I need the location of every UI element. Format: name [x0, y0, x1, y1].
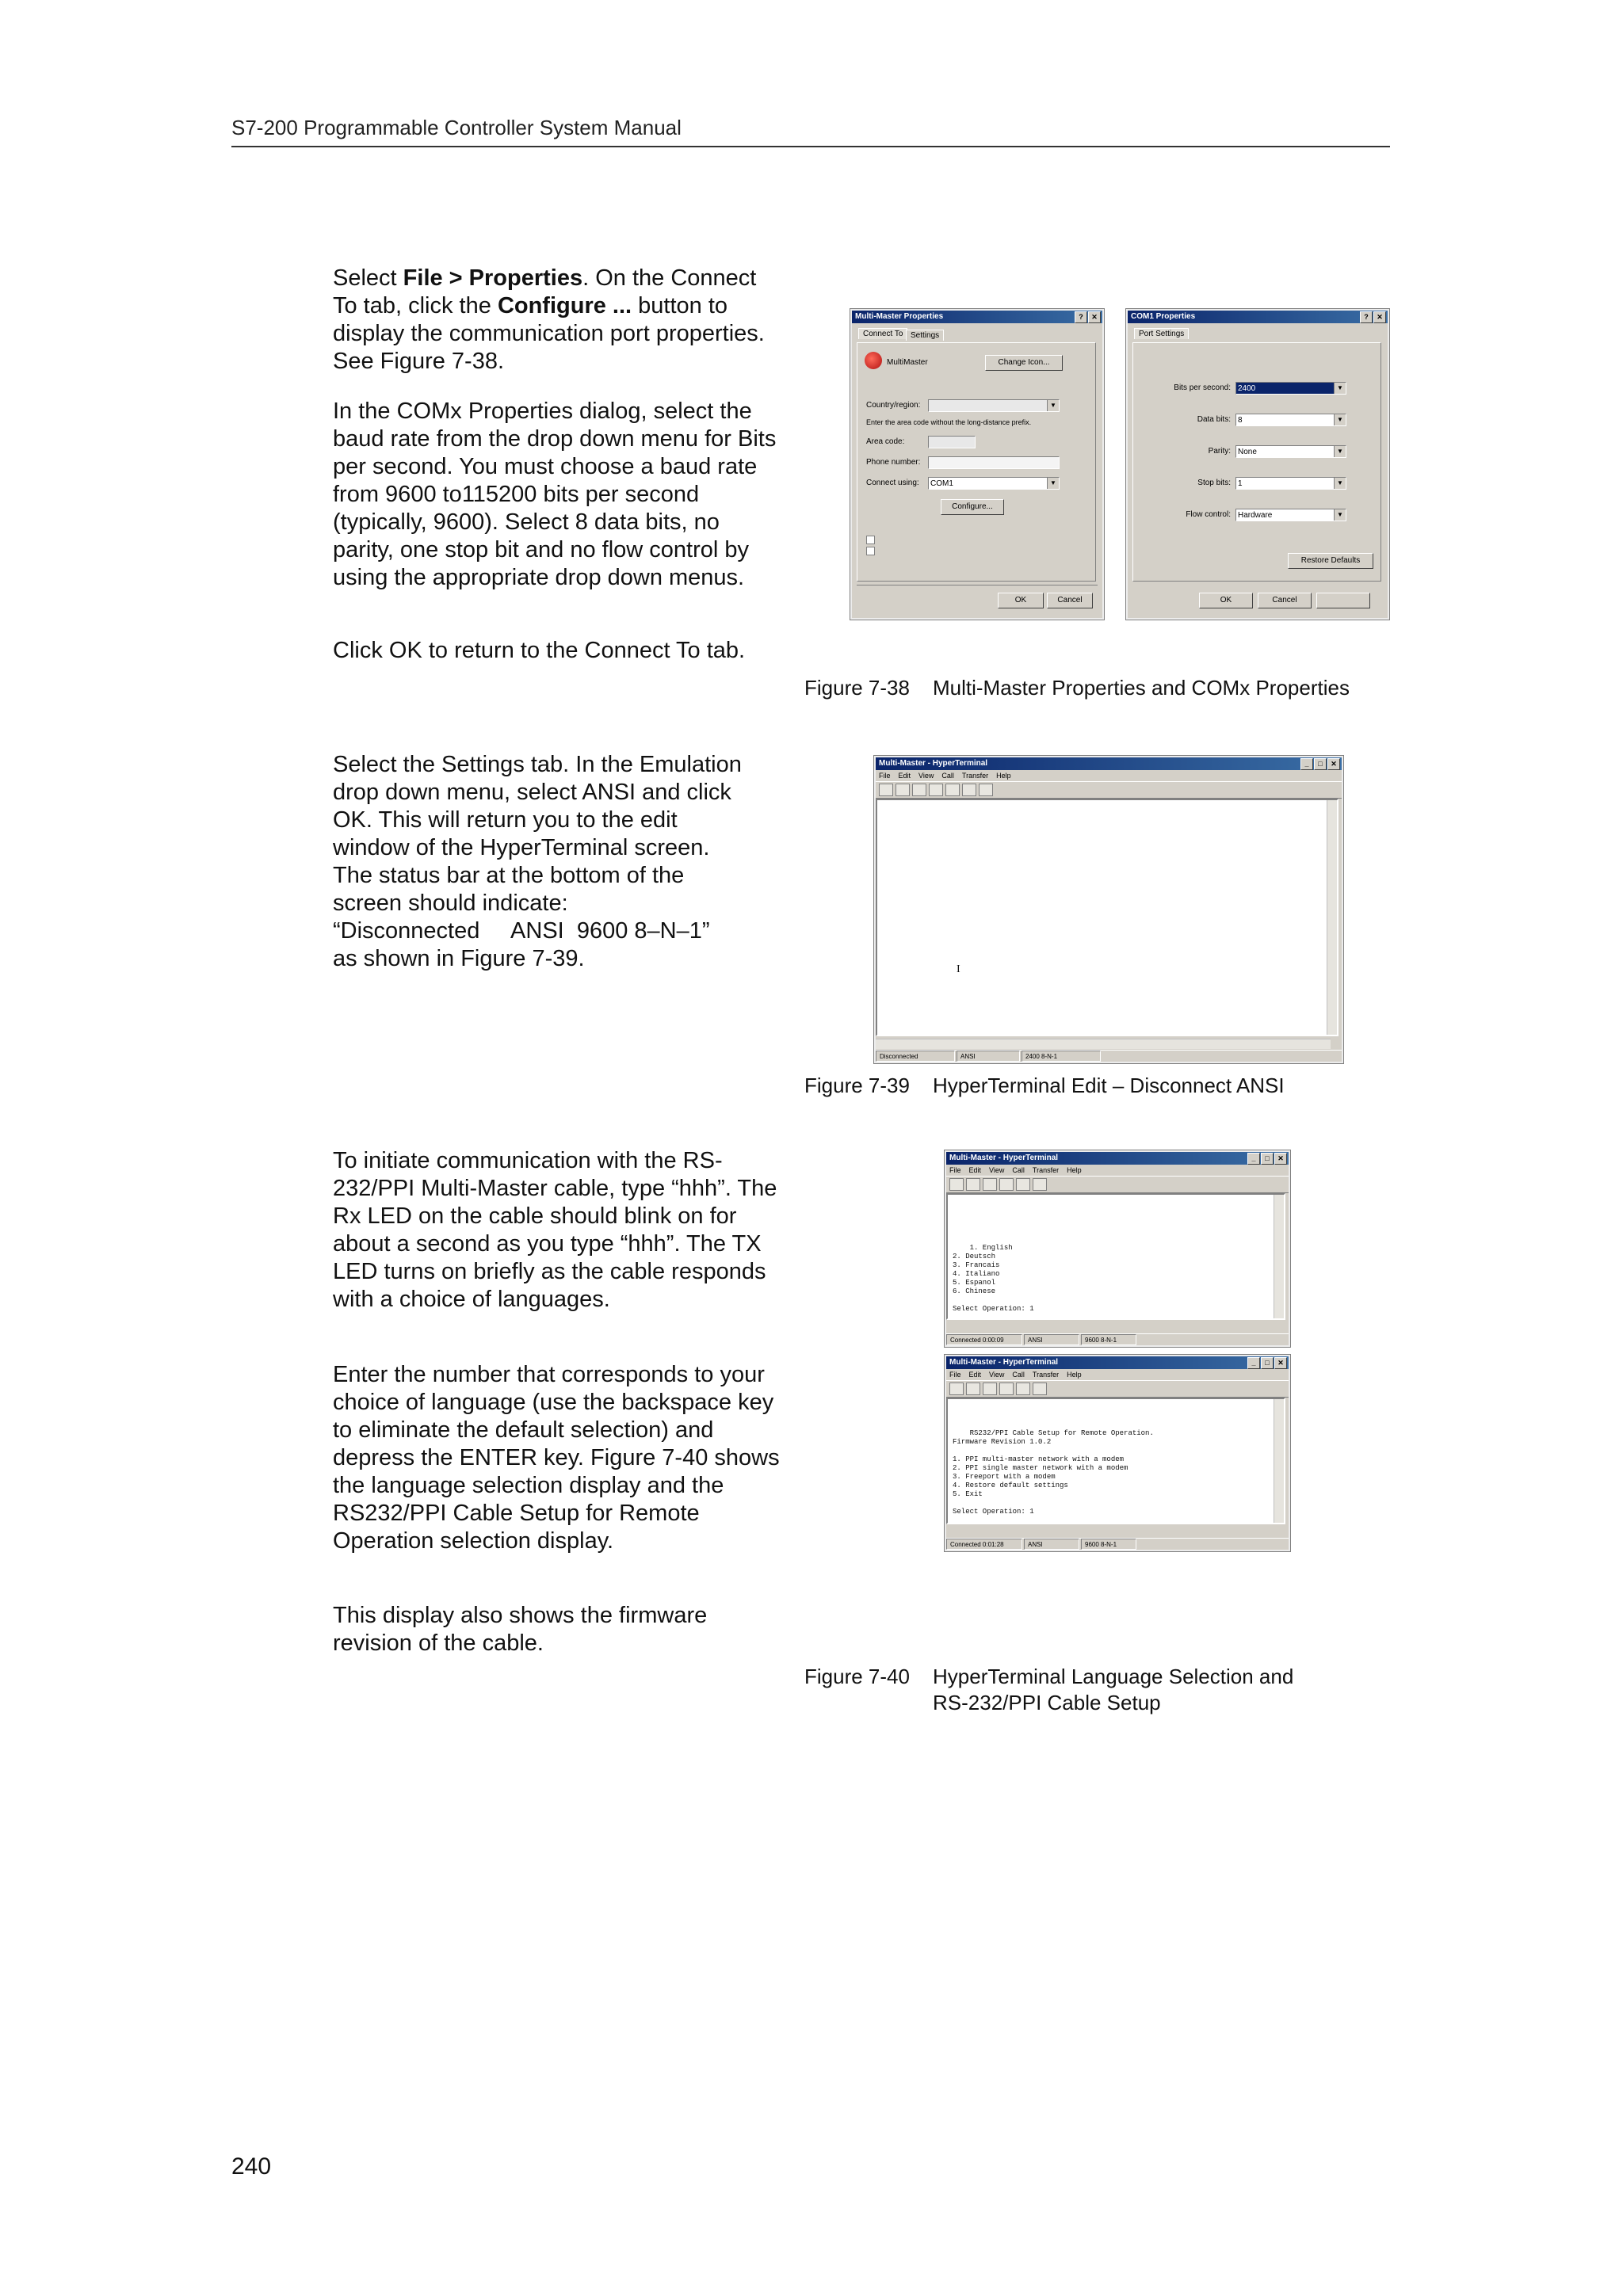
menu-view[interactable]: View [989, 1371, 1005, 1379]
apply-button [1316, 593, 1370, 608]
help-icon[interactable]: ? [1360, 311, 1373, 323]
phone-number-label: Phone number: [866, 458, 921, 467]
chevron-down-icon: ▼ [1334, 478, 1346, 489]
open-icon[interactable] [966, 1383, 980, 1395]
section1-paragraph-3: Click OK to return to the Connect To tab. [333, 638, 746, 663]
menu-bar [946, 1165, 1289, 1176]
area-code-label: Area code: [866, 437, 905, 446]
text-cursor: I [957, 963, 960, 975]
flow-control-label: Flow control: [1186, 510, 1231, 519]
menu-help[interactable]: Help [1067, 1166, 1082, 1174]
properties-icon[interactable] [979, 784, 993, 796]
chevron-down-icon: ▼ [1334, 383, 1346, 394]
minimize-icon[interactable]: _ [1300, 758, 1313, 770]
chevron-down-icon: ▼ [1334, 414, 1346, 425]
menu-transfer[interactable]: Transfer [1032, 1166, 1060, 1174]
chevron-down-icon: ▼ [1047, 400, 1059, 411]
receive-icon[interactable] [962, 784, 976, 796]
running-header: S7-200 Programmable Controller System Manual [231, 116, 682, 139]
menu-transfer[interactable]: Transfer [1032, 1371, 1060, 1379]
stop-bits-label: Stop bits: [1197, 479, 1231, 487]
new-icon[interactable] [879, 784, 893, 796]
close-icon[interactable]: ✕ [1274, 1153, 1287, 1165]
status-bar: Connected 0:01:28 ANSI 9600 8-N-1 [946, 1538, 1289, 1550]
multi-master-properties-dialog [850, 309, 1104, 620]
tab-port-settings[interactable]: Port Settings [1134, 328, 1189, 339]
connect-icon[interactable] [912, 784, 926, 796]
maximize-icon[interactable]: □ [1314, 758, 1327, 770]
terminal-area[interactable] [876, 799, 1338, 1036]
send-icon[interactable] [1016, 1383, 1030, 1395]
menu-edit[interactable]: Edit [968, 1371, 982, 1379]
menu-call[interactable]: Call [941, 772, 954, 780]
toolbar [946, 1380, 1289, 1398]
open-icon[interactable] [966, 1178, 980, 1191]
hyperterminal-window [874, 756, 1343, 1063]
minimize-icon[interactable]: _ [1247, 1357, 1260, 1369]
area-code-hint: Enter the area code without the long-distance prefix. [866, 418, 1032, 426]
menu-view[interactable]: View [989, 1166, 1005, 1174]
new-icon[interactable] [949, 1178, 964, 1191]
vertical-scrollbar[interactable] [1274, 1399, 1284, 1523]
ht2-titlebar: Multi-Master - HyperTerminal _ □ ✕ [946, 1356, 1289, 1369]
terminal-text: 1. English 2. Deutsch 3. Francais 4. Italiano 5. Espanol 6. Chinese Select Operation: 1 [953, 1244, 1034, 1313]
section3-paragraph-1: To initiate communication with the RS-232/PPI Multi-Master cable, type “hhh”. The Rx LED on the cable should blink on for about a second as you type “hhh”. The TX LED turns on briefly as the cable responds with a choice of languages. [333, 1148, 777, 1312]
status-bar: Disconnected ANSI 2400 8-N-1 [876, 1050, 1342, 1062]
hyperterminal-cable-setup-window [945, 1355, 1290, 1551]
section1-paragraph-2: In the COMx Properties dialog, select the baud rate from the drop down menu for Bits per second. You must choose a baud rate from 9600 to115200 bits per second (typically, 9600). Select 8 data bits, no parity, one stop bit and no flow control by using the appropriate drop down menus. [333, 399, 777, 590]
connect-icon[interactable] [983, 1178, 997, 1191]
vertical-scrollbar[interactable] [1327, 800, 1337, 1035]
close-icon[interactable]: ✕ [1088, 311, 1101, 323]
configure-button[interactable]: Configure... [941, 499, 1004, 515]
chevron-down-icon: ▼ [1047, 478, 1059, 489]
cancel-button[interactable]: Cancel [1258, 593, 1312, 608]
terminal-area[interactable] [946, 1398, 1285, 1524]
bits-per-second-label: Bits per second: [1174, 383, 1231, 392]
hyperterminal-language-window [945, 1150, 1290, 1347]
section3-paragraph-2: Enter the number that corresponds to your choice of language (use the backspace key to eliminate the default selection) and depress the ENTER key. Figure 7-40 shows the language selection display and the RS232/PPI Cable Setup for Remote Operation selection display. [333, 1362, 780, 1554]
menu-call[interactable]: Call [1012, 1166, 1025, 1174]
page-number: 240 [231, 2153, 272, 2180]
flow-control-select[interactable]: Hardware ▼ [1235, 509, 1346, 521]
close-icon[interactable]: ✕ [1373, 311, 1386, 323]
parity-label: Parity: [1208, 447, 1231, 456]
menu-edit[interactable]: Edit [968, 1166, 982, 1174]
mm-titlebar: Multi-Master Properties ? ✕ [852, 311, 1102, 323]
figure-7-40-caption: Figure 7-40 HyperTerminal Language Selection and RS-232/PPI Cable Setup [804, 1665, 1294, 1714]
menu-help[interactable]: Help [1067, 1371, 1082, 1379]
country-select[interactable] [928, 399, 1060, 412]
figure-7-38-caption: Figure 7-38 Multi-Master Properties and COMx Properties [804, 676, 1350, 700]
checkbox-country-code[interactable] [866, 536, 875, 544]
ht1-titlebar: Multi-Master - HyperTerminal _ □ ✕ [946, 1152, 1289, 1165]
connection-name: MultiMaster [887, 358, 928, 367]
receive-icon[interactable] [1033, 1383, 1047, 1395]
disconnect-icon[interactable] [929, 784, 943, 796]
section2-paragraph: Select the Settings tab. In the Emulation drop down menu, select ANSI and click OK. This will return you to the edit window of the HyperTerminal screen. The status bar at the bottom of the screen should indicate: “Disconnected ANSI 9600 8–N–1” as shown in Figure 7-39. [333, 752, 742, 971]
data-bits-label: Data bits: [1197, 415, 1231, 424]
chevron-down-icon: ▼ [1334, 446, 1346, 457]
minimize-icon[interactable]: _ [1247, 1153, 1260, 1165]
bits-per-second-select[interactable]: 2400 ▼ [1235, 382, 1346, 395]
menu-transfer[interactable]: Transfer [961, 772, 989, 780]
area-code-input[interactable] [928, 436, 976, 448]
change-icon-button[interactable]: Change Icon... [985, 355, 1063, 371]
figure-7-39-caption: Figure 7-39 HyperTerminal Edit – Disconnect ANSI [804, 1074, 1285, 1097]
connect-using-label: Connect using: [866, 479, 919, 487]
parity-select[interactable]: None ▼ [1235, 445, 1346, 458]
maximize-icon[interactable]: □ [1261, 1153, 1274, 1165]
stop-bits-select[interactable]: 1 ▼ [1235, 477, 1346, 490]
close-icon[interactable]: ✕ [1274, 1357, 1287, 1369]
chevron-down-icon: ▼ [1334, 509, 1346, 521]
menu-file[interactable]: File [949, 1166, 961, 1174]
menu-view[interactable]: View [918, 772, 934, 780]
header-rule [231, 146, 1390, 147]
menu-edit[interactable]: Edit [898, 772, 911, 780]
ht-titlebar: Multi-Master - HyperTerminal _ □ ✕ [876, 757, 1342, 770]
send-icon[interactable] [945, 784, 960, 796]
vertical-scrollbar[interactable] [1274, 1195, 1284, 1318]
toolbar [876, 781, 1342, 799]
checkbox-redial[interactable] [866, 547, 875, 555]
phone-number-input[interactable] [928, 456, 1060, 469]
com1-properties-dialog [1126, 309, 1389, 620]
connect-using-select[interactable]: COM1 ▼ [928, 477, 1060, 490]
disconnect-icon[interactable] [999, 1178, 1014, 1191]
ok-button[interactable]: OK [998, 593, 1044, 608]
terminal-area[interactable] [946, 1193, 1285, 1320]
send-icon[interactable] [1016, 1178, 1030, 1191]
maximize-icon[interactable]: □ [1261, 1357, 1274, 1369]
country-label: Country/region: [866, 401, 921, 410]
receive-icon[interactable] [1033, 1178, 1047, 1191]
menu-bar [876, 770, 1342, 781]
section3-paragraph-3: This display also shows the firmware revision of the cable. [333, 1603, 708, 1656]
tab-settings[interactable]: Settings [906, 330, 944, 341]
toolbar [946, 1176, 1289, 1193]
phone-icon [865, 352, 882, 369]
status-bar: Connected 0:00:09 ANSI 9600 8-N-1 [946, 1333, 1289, 1345]
tab-connect-to[interactable]: Connect To [858, 328, 907, 339]
cancel-button[interactable]: Cancel [1047, 593, 1093, 608]
disconnect-icon[interactable] [999, 1383, 1014, 1395]
open-icon[interactable] [896, 784, 910, 796]
restore-defaults-button[interactable]: Restore Defaults [1288, 553, 1373, 569]
terminal-text: RS232/PPI Cable Setup for Remote Operation. Firmware Revision 1.0.2 1. PPI multi-master network with a modem 2. PPI single master network with a modem 3. Freeport with a modem 4. Restore default settings 5. Exit Select Operation: 1 [953, 1429, 1154, 1516]
close-icon[interactable]: ✕ [1327, 758, 1340, 770]
help-icon[interactable]: ? [1075, 311, 1087, 323]
menu-file[interactable]: File [879, 772, 891, 780]
section1-paragraph-1: Select File > Properties. On the Connect To tab, click the Configure ... button to display the communication port properties. See Figure 7-38. [333, 265, 765, 374]
com-panel [1132, 342, 1381, 582]
menu-bar [946, 1369, 1289, 1380]
connect-icon[interactable] [983, 1383, 997, 1395]
data-bits-select[interactable]: 8 ▼ [1235, 414, 1346, 426]
menu-file[interactable]: File [949, 1371, 961, 1379]
new-icon[interactable] [949, 1383, 964, 1395]
menu-call[interactable]: Call [1012, 1371, 1025, 1379]
ok-button[interactable]: OK [1199, 593, 1253, 608]
com-titlebar: COM1 Properties ? ✕ [1128, 311, 1388, 323]
horizontal-scrollbar[interactable] [876, 1039, 1331, 1049]
menu-help[interactable]: Help [996, 772, 1011, 780]
